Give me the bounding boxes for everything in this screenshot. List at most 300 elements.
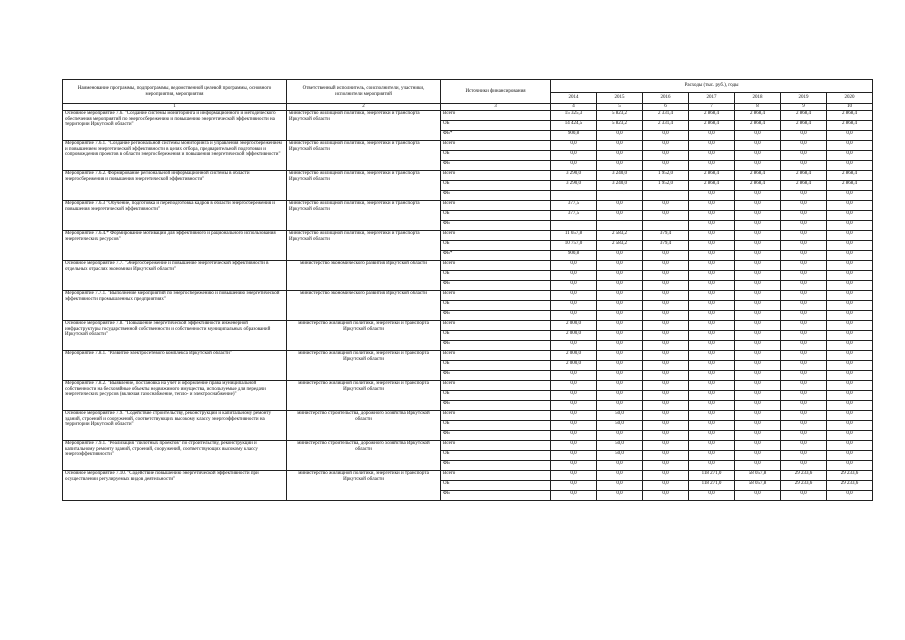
expense-value: 0,0: [551, 411, 597, 421]
expense-value: 2 000,0: [551, 321, 597, 331]
expense-value: 3 240,0: [597, 181, 643, 191]
expense-value: 2 868,4: [689, 181, 735, 191]
expense-value: 2 868,4: [781, 171, 827, 181]
expense-value: 0,0: [735, 431, 781, 441]
column-index: 3: [441, 104, 551, 111]
table-row: [63, 471, 873, 481]
expense-value: 0,0: [643, 321, 689, 331]
expense-value: 0,0: [827, 461, 873, 471]
expense-value: 0,0: [735, 291, 781, 301]
responsible-executor: министерство жилищной политики, энергетики и транспорта Иркутской области: [287, 201, 441, 231]
expense-value: 50,0: [597, 421, 643, 431]
expense-value: 0,0: [643, 391, 689, 401]
funding-source: ФБ*: [441, 131, 551, 141]
year-header: 2019: [781, 93, 827, 104]
funding-source: ФБ: [441, 221, 551, 231]
expense-value: 0,0: [781, 141, 827, 151]
expense-value: 0,0: [551, 141, 597, 151]
funding-source: ОБ: [441, 211, 551, 221]
funding-source: ФБ: [441, 461, 551, 471]
expense-value: 0,0: [643, 401, 689, 411]
expense-value: 0,0: [551, 151, 597, 161]
expense-value: 0,0: [735, 341, 781, 351]
expense-value: 0,0: [597, 251, 643, 261]
expense-value: 0,0: [781, 441, 827, 451]
expense-value: 0,0: [597, 201, 643, 211]
expense-value: 0,0: [781, 301, 827, 311]
expense-value: 0,0: [643, 451, 689, 461]
expense-value: 0,0: [597, 151, 643, 161]
expense-value: 2 868,4: [827, 111, 873, 121]
expense-value: 0,0: [781, 131, 827, 141]
expense-value: 15 325,3: [551, 111, 597, 121]
expense-value: 0,0: [827, 261, 873, 271]
expense-value: 0,0: [735, 311, 781, 321]
column-index: 4: [551, 104, 597, 111]
expense-value: 0,0: [689, 151, 735, 161]
expense-value: 0,0: [689, 191, 735, 201]
expense-value: 0,0: [827, 341, 873, 351]
expense-value: 0,0: [827, 291, 873, 301]
expense-value: 0,0: [735, 401, 781, 411]
expense-value: 3 290,0: [551, 181, 597, 191]
expense-value: 0,0: [551, 311, 597, 321]
expense-value: 0,0: [827, 271, 873, 281]
expense-value: 29 233,6: [827, 481, 873, 491]
responsible-executor: министерство экономического развития Иркутской области: [287, 291, 441, 321]
expense-value: 0,0: [827, 211, 873, 221]
expense-value: 0,0: [781, 411, 827, 421]
expense-value: 0,0: [551, 301, 597, 311]
funding-source: ОБ: [441, 271, 551, 281]
header-expenses: Расходы (тыс. руб.), годы: [551, 80, 873, 93]
expense-value: 0,0: [689, 451, 735, 461]
table-row: [63, 411, 873, 421]
column-index: 9: [781, 104, 827, 111]
expense-value: 0,0: [643, 331, 689, 341]
expense-value: 0,0: [597, 331, 643, 341]
column-index: 10: [827, 104, 873, 111]
expense-value: 10 757,0: [551, 241, 597, 251]
expense-value: 0,0: [597, 401, 643, 411]
expense-value: 0,0: [643, 161, 689, 171]
expense-value: 0,0: [551, 261, 597, 271]
expense-value: 0,0: [781, 401, 827, 411]
expense-value: 0,0: [735, 161, 781, 171]
funding-source: Всего: [441, 441, 551, 451]
measure-name: Основное мероприятие 7.8. "Повышение энергетической эффективности инженерной инфраструктуры государственной собственности и собственности муниципальных образований Иркутской области": [63, 321, 287, 351]
funding-source: ОБ: [441, 361, 551, 371]
expense-value: 2 000,0: [551, 331, 597, 341]
expense-value: 2 868,4: [781, 111, 827, 121]
expense-value: 0,0: [827, 421, 873, 431]
expense-value: 0,0: [735, 371, 781, 381]
expense-value: 0,0: [643, 251, 689, 261]
expense-value: 2 583,2: [597, 241, 643, 251]
funding-source: ОБ: [441, 421, 551, 431]
expense-value: 0,0: [643, 491, 689, 501]
expense-value: 0,0: [781, 451, 827, 461]
expense-value: 5 823,2: [597, 121, 643, 131]
expense-value: 0,0: [735, 241, 781, 251]
expense-value: 0,0: [735, 201, 781, 211]
responsible-executor: министерство жилищной политики, энергетики и транспорта Иркутской области: [287, 321, 441, 351]
expense-value: 0,0: [827, 451, 873, 461]
expense-value: 0,0: [643, 311, 689, 321]
column-index: 7: [689, 104, 735, 111]
expense-value: 0,0: [781, 251, 827, 261]
expense-value: [643, 191, 689, 201]
expense-value: 0,0: [643, 291, 689, 301]
expense-value: 0,0: [781, 371, 827, 381]
expense-value: 2 868,4: [735, 121, 781, 131]
expense-value: 0,0: [735, 141, 781, 151]
expense-value: 0,0: [781, 221, 827, 231]
expense-value: 0,0: [781, 231, 827, 241]
measure-name: Основное мероприятие 7.10. "Содействие повышению энергетической эффективности при осуществлении регулируемых видов деятельности": [63, 471, 287, 501]
expense-value: 0,0: [643, 141, 689, 151]
expense-value: 0,0: [597, 491, 643, 501]
expense-value: 0,0: [689, 411, 735, 421]
expense-value: 0,0: [689, 201, 735, 211]
expense-value: 0,0: [735, 361, 781, 371]
responsible-executor: министерство строительства, дорожного хозяйства Иркутской области: [287, 441, 441, 471]
table-row: [63, 321, 873, 331]
funding-source: ФБ: [441, 401, 551, 411]
expense-value: 0,0: [551, 421, 597, 431]
expense-value: 0,0: [689, 361, 735, 371]
expense-value: 0,0: [781, 241, 827, 251]
table-row: [63, 231, 873, 241]
expense-value: 0,0: [781, 421, 827, 431]
column-index: 1: [63, 104, 287, 111]
expense-value: 0,0: [689, 241, 735, 251]
expense-value: 50,0: [597, 411, 643, 421]
expense-value: 0,0: [827, 241, 873, 251]
expense-value: 0,0: [735, 301, 781, 311]
expense-value: 29 233,6: [827, 471, 873, 481]
expense-value: 2 583,2: [597, 231, 643, 241]
expense-value: 0,0: [689, 351, 735, 361]
expense-value: 0,0: [735, 491, 781, 501]
responsible-executor: министерство жилищной политики, энергетики и транспорта Иркутской области: [287, 141, 441, 171]
measure-name: Мероприятие 7.8.2. "Выявление, постановка на учет и оформление права муниципальной собственности на бесхозяйные объекты недвижимого имущества, используемые для передачи энергетических ресурсов (включая газоснабжение, тепло- и электроснабжение)": [63, 381, 287, 411]
expense-value: 0,0: [781, 361, 827, 371]
expense-value: 0,0: [827, 391, 873, 401]
expense-value: 0,0: [781, 341, 827, 351]
funding-source: ФБ: [441, 161, 551, 171]
expense-value: 0,0: [551, 371, 597, 381]
funding-source: Всего: [441, 381, 551, 391]
expense-value: 0,0: [781, 331, 827, 341]
expense-value: 0,0: [735, 421, 781, 431]
table-row: [63, 381, 873, 391]
expense-value: 0,0: [827, 251, 873, 261]
expense-value: 0,0: [689, 441, 735, 451]
funding-source: ОБ: [441, 121, 551, 131]
funding-source: ОБ: [441, 151, 551, 161]
measure-name: Мероприятие 7.6.1. "Создание региональной системы мониторинга и управления энергосбережением и повышением энергетической эффективности в целях отбора, предварительной подготовки и сопровождения проектов в области энергосбережения и повышения энергетической эффективности": [63, 141, 287, 171]
expense-value: 0,0: [827, 161, 873, 171]
expense-value: 0,0: [827, 401, 873, 411]
table-row: [63, 171, 873, 181]
expense-value: 50,0: [597, 451, 643, 461]
funding-source: ОБ: [441, 181, 551, 191]
funding-source: ФБ*: [441, 251, 551, 261]
expense-value: 0,0: [827, 351, 873, 361]
funding-source: ОБ: [441, 451, 551, 461]
expense-value: 0,0: [551, 401, 597, 411]
funding-source: ОБ: [441, 391, 551, 401]
budget-table-page: [62, 79, 872, 501]
expense-value: 0,0: [597, 481, 643, 491]
expense-value: 0,0: [689, 211, 735, 221]
measure-name: Мероприятие 7.9.1. "Реализация "пилотных проектов" по строительству, реконструкции и капитальному ремонту зданий, строений, сооружений, соответствующих высокому классу энергоэффективности": [63, 441, 287, 471]
expense-value: 0,0: [597, 211, 643, 221]
expense-value: 0,0: [597, 321, 643, 331]
expense-value: 0,0: [781, 191, 827, 201]
expense-value: 0,0: [827, 361, 873, 371]
measure-name: Мероприятие 7.8.1. "Развитие электросетевого комплекса Иркутской области": [63, 351, 287, 381]
expense-value: 900,8: [551, 251, 597, 261]
expense-value: 0,0: [827, 301, 873, 311]
expense-value: 0,0: [643, 411, 689, 421]
expense-value: 0,0: [597, 131, 643, 141]
expense-value: 29 233,6: [781, 471, 827, 481]
expense-value: 0,0: [735, 451, 781, 461]
expense-value: 0,0: [597, 351, 643, 361]
expense-value: 0,0: [551, 481, 597, 491]
expense-value: 0,0: [597, 391, 643, 401]
expense-value: 2 868,4: [735, 111, 781, 121]
expense-value: 0,0: [643, 471, 689, 481]
expense-value: 0,0: [735, 131, 781, 141]
expense-value: 0,0: [735, 281, 781, 291]
expense-value: 0,0: [597, 371, 643, 381]
expense-value: 0,0: [689, 341, 735, 351]
expense-value: 0,0: [689, 431, 735, 441]
expense-value: 0,0: [827, 231, 873, 241]
table-row: [63, 201, 873, 211]
expense-value: 0,0: [689, 271, 735, 281]
year-header: 2014: [551, 93, 597, 104]
expense-value: 0,0: [643, 301, 689, 311]
funding-source: Всего: [441, 261, 551, 271]
expense-value: 0,0: [781, 381, 827, 391]
expense-value: 0,0: [643, 341, 689, 351]
measure-name: Основное мероприятие 7.7. "Энергосбережение и повышение энергетической эффективности в отдельных отраслях экономики Иркутской области": [63, 261, 287, 291]
expense-value: 2 868,4: [735, 171, 781, 181]
responsible-executor: министерство жилищной политики, энергетики и транспорта Иркутской области: [287, 351, 441, 381]
expense-value: 0,0: [735, 271, 781, 281]
expense-value: 0,0: [551, 461, 597, 471]
expense-value: 0,0: [597, 341, 643, 351]
expense-value: 0,0: [735, 351, 781, 361]
expense-value: 0,0: [781, 431, 827, 441]
expense-value: 2 868,4: [827, 121, 873, 131]
expense-value: 0,0: [827, 131, 873, 141]
expense-value: 0,0: [735, 321, 781, 331]
expense-value: 0,0: [781, 201, 827, 211]
expense-value: 0,0: [689, 281, 735, 291]
header-source: Источники финансирования: [441, 80, 551, 104]
table-body: [63, 111, 873, 501]
expense-value: 118 271,0: [689, 481, 735, 491]
funding-source: ОБ: [441, 331, 551, 341]
expense-value: 0,0: [735, 221, 781, 231]
expense-value: 0,0: [781, 291, 827, 301]
funding-source: Всего: [441, 471, 551, 481]
expense-value: 0,0: [781, 161, 827, 171]
expense-value: 0,0: [827, 381, 873, 391]
expense-value: 0,0: [597, 461, 643, 471]
expense-value: 0,0: [689, 331, 735, 341]
responsible-executor: министерство жилищной политики, энергетики и транспорта Иркутской области: [287, 111, 441, 141]
expense-value: 2 868,4: [689, 121, 735, 131]
measure-name: Мероприятие 7.6.4.* Формирование мотивации для эффективного и рационального использования энергетических ресурсов": [63, 231, 287, 261]
expense-value: 0,0: [689, 221, 735, 231]
expense-value: 0,0: [551, 161, 597, 171]
expense-value: 2 868,4: [827, 181, 873, 191]
year-header: 2018: [735, 93, 781, 104]
funding-source: ФБ: [441, 191, 551, 201]
funding-source: ФБ: [441, 491, 551, 501]
expense-value: 2 868,4: [827, 171, 873, 181]
expense-value: 2 331,4: [643, 121, 689, 131]
responsible-executor: министерство жилищной политики, энергетики и транспорта Иркутской области: [287, 171, 441, 201]
expense-value: 900,8: [551, 131, 597, 141]
expense-value: 3 290,0: [551, 171, 597, 181]
expense-value: 0,0: [827, 441, 873, 451]
expense-value: 0,0: [827, 281, 873, 291]
expense-value: 0,0: [551, 431, 597, 441]
expense-value: 0,0: [551, 471, 597, 481]
expense-value: 0,0: [597, 141, 643, 151]
expense-value: 0,0: [827, 221, 873, 231]
expense-value: 0,0: [551, 291, 597, 301]
measure-name: Мероприятие 7.7.1. "Выполнение мероприятий по энергосбережению и повышению энергетической эффективности промышленных предприятиях": [63, 291, 287, 321]
expense-value: 0,0: [827, 191, 873, 201]
responsible-executor: министерство жилищной политики, энергетики и транспорта Иркутской области: [287, 471, 441, 501]
expense-value: 0,0: [643, 361, 689, 371]
expense-value: 0,0: [827, 431, 873, 441]
responsible-executor: министерство экономического развития Иркутской области: [287, 261, 441, 291]
expense-value: 0,0: [597, 301, 643, 311]
funding-source: Всего: [441, 141, 551, 151]
year-header: 2016: [643, 93, 689, 104]
expense-value: 0,0: [689, 491, 735, 501]
expense-value: [597, 221, 643, 231]
expense-value: 5 823,2: [597, 111, 643, 121]
funding-source: Всего: [441, 201, 551, 211]
expense-value: 11 657,8: [551, 231, 597, 241]
expense-value: 2 868,4: [781, 181, 827, 191]
expense-value: 0,0: [781, 261, 827, 271]
expense-value: 0,0: [597, 311, 643, 321]
expense-value: 0,0: [551, 491, 597, 501]
expense-value: 0,0: [689, 261, 735, 271]
table-row: [63, 111, 873, 121]
expense-value: 0,0: [643, 421, 689, 431]
expense-value: 0,0: [689, 401, 735, 411]
expense-value: 2 331,4: [643, 111, 689, 121]
expense-value: 0,0: [781, 351, 827, 361]
expense-value: 0,0: [735, 411, 781, 421]
expense-value: 0,0: [597, 271, 643, 281]
expense-value: 0,0: [827, 311, 873, 321]
funding-source: Всего: [441, 171, 551, 181]
funding-source: Всего: [441, 291, 551, 301]
expense-value: 0,0: [597, 381, 643, 391]
expense-value: 0,0: [827, 331, 873, 341]
expense-value: 0,0: [551, 341, 597, 351]
funding-source: ФБ: [441, 371, 551, 381]
expense-value: 0,0: [735, 231, 781, 241]
expense-value: 0,0: [643, 261, 689, 271]
table-row: [63, 261, 873, 271]
funding-source: ОБ: [441, 301, 551, 311]
measure-name: Мероприятие 7.6.2. Формирование региональной информационной системы в области энергосбережения и повышения энергетической эффективности": [63, 171, 287, 201]
expense-value: 0,0: [735, 251, 781, 261]
expense-value: 0,0: [827, 151, 873, 161]
expense-value: 0,0: [643, 131, 689, 141]
measure-name: Основное мероприятие 7.6. "Создание системы мониторинга и информационного и методического обеспечения мероприятий по энергосбережению и повышению энергетической эффективности на территории Иркутской области": [63, 111, 287, 141]
expense-value: [551, 221, 597, 231]
expense-value: 0,0: [735, 191, 781, 201]
expense-value: 0,0: [735, 261, 781, 271]
table-row: [63, 291, 873, 301]
expense-value: 0,0: [735, 331, 781, 341]
expense-value: 0,0: [643, 441, 689, 451]
funding-source: Всего: [441, 111, 551, 121]
funding-source: ФБ: [441, 431, 551, 441]
measure-name: Основное мероприятие 7.9. "Содействие строительству, реконструкции и капитальному ремонту зданий, строений и сооружений, соответствующих высокому классу энергоэффективности на территории Иркутской области": [63, 411, 287, 441]
expense-value: 0,0: [827, 141, 873, 151]
responsible-executor: министерство жилищной политики, энергетики и транспорта Иркутской области: [287, 381, 441, 411]
expense-value: 0,0: [827, 321, 873, 331]
expense-value: 0,0: [781, 491, 827, 501]
year-header: 2017: [689, 93, 735, 104]
funding-source: Всего: [441, 321, 551, 331]
expense-value: 0,0: [781, 151, 827, 161]
expense-value: 0,0: [827, 371, 873, 381]
expense-value: 0,0: [689, 141, 735, 151]
expense-value: [643, 221, 689, 231]
expense-value: 0,0: [597, 431, 643, 441]
column-index: 5: [597, 104, 643, 111]
expense-value: 0,0: [781, 321, 827, 331]
expense-value: 0,0: [643, 271, 689, 281]
expense-value: 0,0: [827, 491, 873, 501]
funding-source: ОБ: [441, 481, 551, 491]
expense-value: 0,0: [597, 161, 643, 171]
expense-value: 0,0: [781, 271, 827, 281]
expense-value: 0,0: [643, 461, 689, 471]
funding-source: Всего: [441, 351, 551, 361]
expense-value: 0,0: [597, 361, 643, 371]
expense-value: 0,0: [551, 381, 597, 391]
expense-value: 0,0: [597, 281, 643, 291]
expense-value: 14 424,5: [551, 121, 597, 131]
expense-value: 0,0: [643, 281, 689, 291]
expense-value: 0,0: [735, 381, 781, 391]
column-index: 2: [287, 104, 441, 111]
expense-value: 2 000,0: [551, 361, 597, 371]
expense-value: 0,0: [597, 261, 643, 271]
expense-value: 2 000,0: [551, 351, 597, 361]
expense-value: 0,0: [735, 151, 781, 161]
expense-value: 0,0: [597, 471, 643, 481]
